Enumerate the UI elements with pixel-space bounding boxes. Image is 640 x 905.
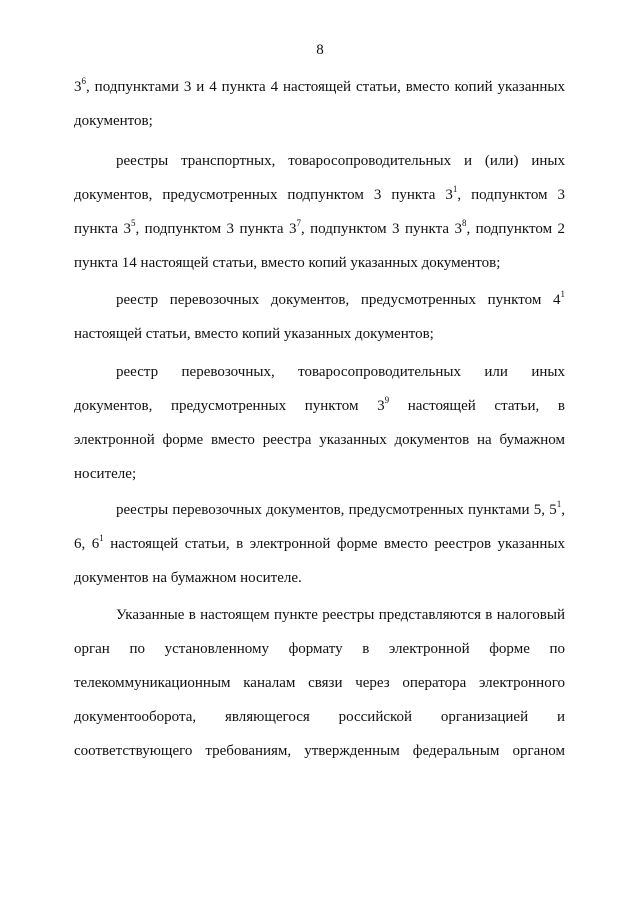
text-line (74, 605, 565, 625)
superscript: 8 (461, 218, 467, 228)
text-line (74, 500, 565, 520)
text-span: документооборота, являющегося российской организацией и (74, 709, 565, 725)
text-span: , подпунктами 3 и 4 пункта 4 настоящей статьи, вместо копий указанных (86, 79, 565, 95)
text-span: настоящей статьи, в электронной форме вместо реестров указанных (103, 536, 565, 552)
text-span: орган по установленному формату в электронной форме по (74, 641, 565, 657)
superscript: 9 (384, 395, 390, 405)
text-line (74, 741, 565, 761)
text-span: реестры перевозочных документов, предусмотренных пунктами 5, 5 (116, 502, 557, 518)
text-line (74, 430, 565, 450)
text-line (74, 111, 565, 131)
text-span: документов, предусмотренных подпунктом 3 пункта 3 (74, 187, 453, 203)
text-span: пункта 3 (74, 221, 131, 237)
text-line (74, 324, 565, 344)
superscript: 1 (560, 289, 565, 299)
superscript: 1 (556, 499, 562, 509)
text-span: телекоммуникационным каналам связи через оператора электронного (74, 675, 565, 691)
text-span: настоящей статьи, вместо копий указанных документов; (74, 326, 434, 342)
page-number: 8 (316, 42, 324, 58)
text-span: пункта 14 настоящей статьи, вместо копий указанных документов; (74, 255, 501, 271)
text-span: , подпунктом 3 (457, 187, 566, 203)
text-span: электронной форме вместо реестра указанных документов на бумажном (74, 432, 565, 448)
text-span: документов; (74, 113, 153, 129)
text-line (74, 639, 565, 659)
superscript: 1 (99, 533, 104, 543)
text-line (74, 534, 565, 554)
text-span: , подпунктом 3 пункта 3 (135, 221, 297, 237)
text-line (74, 707, 565, 727)
text-span: документов, предусмотренных пунктом 3 (74, 398, 385, 414)
text-line (74, 151, 565, 171)
text-span: соответствующего требованиям, утвержденным федеральным органом (74, 743, 565, 759)
text-line (74, 253, 565, 273)
text-span: реестр перевозочных, товаросопроводительных или иных (116, 364, 565, 380)
text-line (74, 77, 565, 97)
text-span: 3 (74, 79, 82, 95)
superscript: 1 (452, 184, 458, 194)
text-line (74, 185, 565, 205)
text-line (74, 362, 565, 382)
text-span: Указанные в настоящем пункте реестры представляются в налоговый (116, 607, 565, 623)
text-span: реестры транспортных, товаросопроводительных и (или) иных (116, 153, 565, 169)
superscript: 5 (130, 218, 136, 228)
text-span: реестр перевозочных документов, предусмотренных пунктом 4 (116, 292, 561, 308)
text-span: настоящей статьи, в (389, 398, 565, 414)
superscript: 6 (81, 76, 86, 86)
superscript: 7 (296, 218, 301, 228)
text-span: , подпунктом 3 пункта 3 (300, 221, 462, 237)
text-line (74, 568, 565, 588)
text-span: документов на бумажном носителе. (74, 570, 302, 586)
text-span: , подпунктом 2 (466, 221, 566, 237)
text-line (74, 290, 565, 310)
text-span: 6, 6 (74, 536, 100, 552)
text-line (74, 396, 565, 416)
text-line (74, 673, 565, 693)
text-span: , (561, 502, 565, 518)
text-line (74, 219, 565, 239)
text-line (74, 464, 565, 484)
text-span: носителе; (74, 466, 137, 482)
